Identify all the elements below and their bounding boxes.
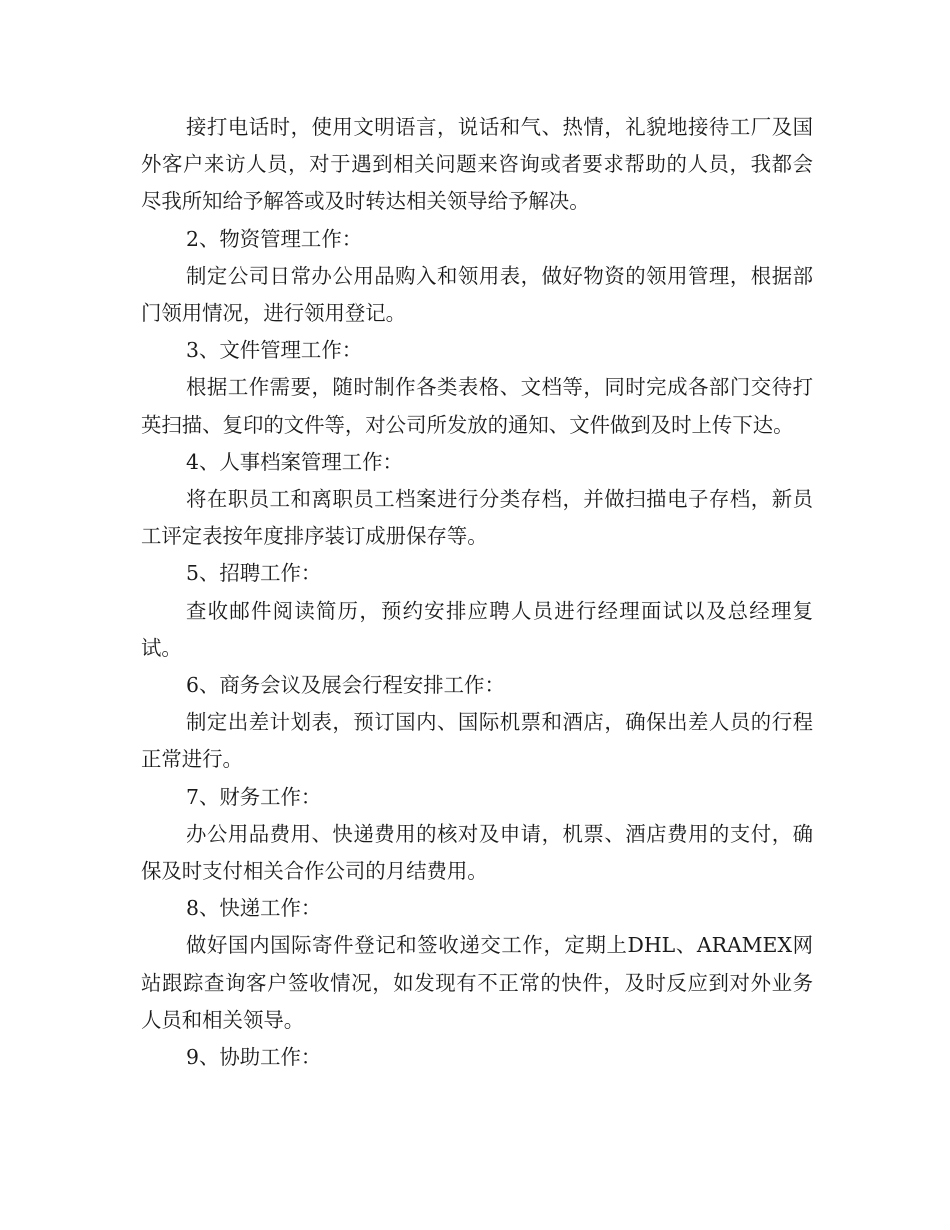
heading-assistance: 9、协助工作：	[186, 1045, 322, 1070]
heading-business-travel: 6、商务会议及展会行程安排工作：	[186, 673, 505, 698]
heading-finance: 7、财务工作：	[186, 784, 322, 809]
paragraph-finance: 办公用品费用、快递费用的核对及申请，机票、酒店费用的支付，确保及时支付相关合作公司的月结费用。	[141, 821, 813, 884]
paragraph-business-travel: 制定出差计划表，预订国内、国际机票和酒店，确保出差人员的行程正常进行。	[141, 710, 813, 772]
heading-courier: 8、快递工作：	[186, 896, 322, 921]
paragraph-courier: 做好国内国际寄件登记和签收递交工作，定期上DHL、ARAMEX网站跟踪查询客户签收情况，如发现有不正常的快件，及时反应到对外业务人员和相关领导。	[141, 933, 813, 1032]
heading-supplies-management: 2、物资管理工作：	[186, 226, 363, 251]
document-page	[141, 109, 813, 1076]
heading-recruitment: 5、招聘工作：	[186, 561, 322, 586]
paragraph-phone-etiquette: 接打电话时，使用文明语言，说话和气、热情，礼貌地接待工厂及国外客户来访人员，对于遇到相关问题来咨询或者要求帮助的人员，我都会尽我所知给予解答或及时转达相关领导给予解决。	[141, 115, 813, 214]
paragraph-supplies-management: 制定公司日常办公用品购入和领用表，做好物资的领用管理，根据部门领用情况，进行领用登记。	[141, 263, 813, 326]
paragraph-recruitment: 查收邮件阅读简历，预约安排应聘人员进行经理面试以及总经理复试。	[141, 598, 813, 660]
heading-file-management: 3、文件管理工作：	[186, 338, 363, 363]
paragraph-personnel-records: 将在职员工和离职员工档案进行分类存档，并做扫描电子存档，新员工评定表按年度排序装订成册保存等。	[141, 487, 813, 549]
heading-personnel-records: 4、人事档案管理工作：	[186, 449, 403, 474]
paragraph-file-management: 根据工作需要，随时制作各类表格、文档等，同时完成各部门交待打英扫描、复印的文件等，对公司所发放的通知、文件做到及时上传下达。	[141, 375, 813, 437]
